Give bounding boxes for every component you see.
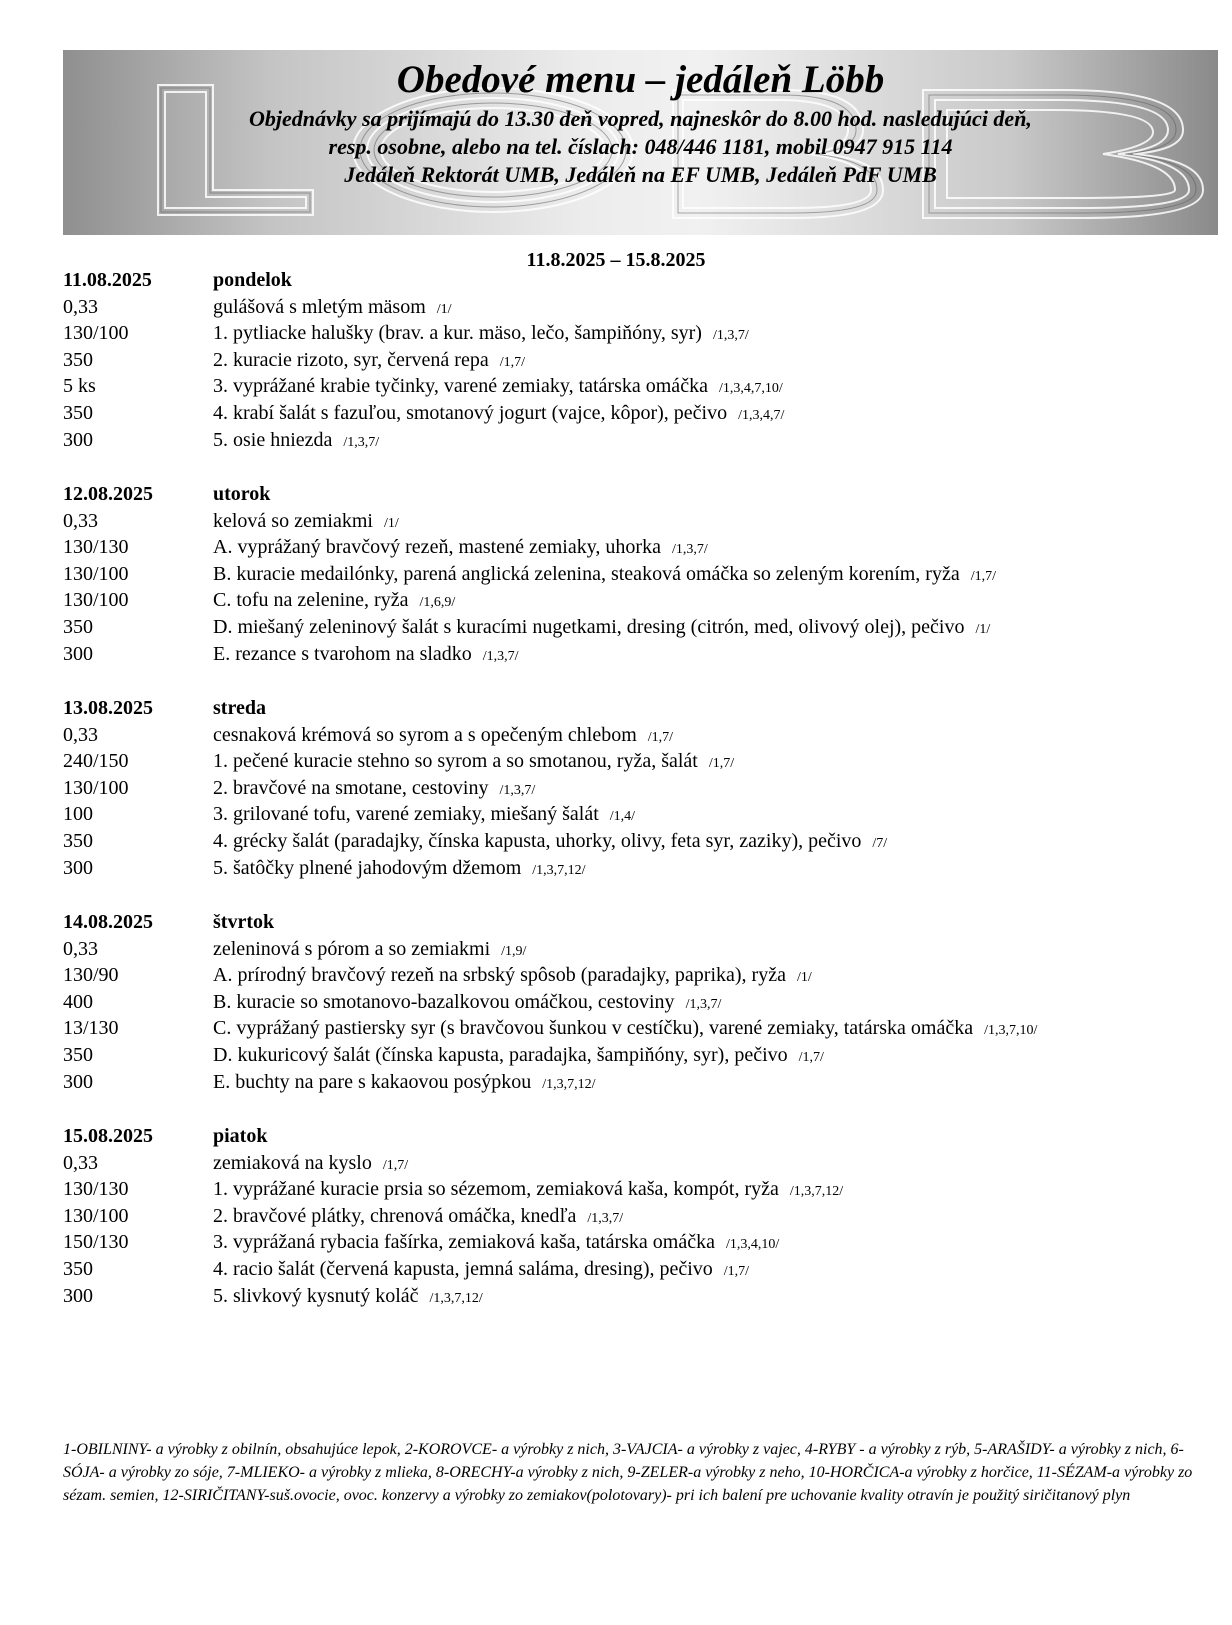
item-dish: zeleninová s pórom a so zemiakmi (213, 937, 496, 960)
day-date: 11.08.2025 (63, 269, 152, 291)
item-quantity: 300 (63, 1070, 93, 1093)
menu-item (63, 1069, 1213, 1096)
item-dish: 4. grécky šalát (paradajky, čínska kapusta, uhorky, olivy, feta syr, zaziky), pečivo (213, 829, 867, 852)
menu-item (63, 722, 1213, 749)
item-dish: kelová so zemiakmi (213, 509, 378, 532)
item-allergens: /1,3,7/ (712, 328, 749, 344)
day-block-wednesday (63, 695, 1213, 881)
item-dish: cesnaková krémová so syrom a s opečeným chlebom (213, 723, 642, 746)
item-allergens: /1,3,7/ (587, 1210, 624, 1226)
item-allergens: /1,3,7,12/ (789, 1184, 844, 1200)
item-allergens: /1,3,7,12/ (429, 1290, 483, 1306)
item-dish: A. vyprážaný bravčový rezeň, mastené zemiaky, uhorka (213, 536, 666, 559)
menu-item (63, 320, 1213, 347)
item-quantity: 400 (63, 990, 93, 1013)
item-dish: 5. šatôčky plnené jahodovým džemom (213, 856, 527, 879)
menu-item (63, 508, 1213, 535)
day-block-thursday (63, 909, 1213, 1095)
item-quantity: 350 (63, 829, 93, 852)
item-allergens: /1,6,9/ (419, 595, 456, 611)
item-allergens: /1,3,7/ (343, 434, 380, 450)
menu-item (63, 775, 1213, 802)
item-quantity: 130/130 (63, 1178, 129, 1201)
item-allergens: /1,3,7/ (685, 996, 722, 1012)
day-header (63, 481, 1213, 508)
menu-item (63, 347, 1213, 374)
menu-title: Obedové menu – jedáleň Löbb (396, 58, 885, 101)
item-dish: 2. bravčové plátky, chrenová omáčka, knedľa (213, 1204, 582, 1227)
header-banner (63, 50, 1218, 235)
item-dish: 3. vyprážaná rybacia fašírka, zemiaková kaša, tatárska omáčka (213, 1231, 720, 1254)
menu-item (63, 294, 1213, 321)
menu-item (63, 1042, 1213, 1069)
item-dish: zemiaková na kyslo (213, 1151, 377, 1174)
item-quantity: 130/100 (63, 589, 129, 612)
item-quantity: 350 (63, 1257, 93, 1280)
item-quantity: 0,33 (63, 937, 98, 960)
menu-item (63, 989, 1213, 1016)
item-allergens: /1,3,7,12/ (542, 1076, 596, 1092)
item-dish: 4. krabí šalát s fazuľou, smotanový jogurt (vajce, kôpor), pečivo (213, 401, 733, 424)
day-name: streda (213, 697, 266, 719)
menu-item (63, 1015, 1213, 1042)
item-dish: 1. pytliacke halušky (brav. a kur. mäso, lečo, šampiňóny, syr) (213, 322, 707, 345)
item-dish: B. kuracie medailónky, parená anglická zelenina, steaková omáčka so zeleným korením, ryža (213, 562, 965, 585)
item-allergens: /1,7/ (708, 756, 735, 772)
item-allergens: /1/ (383, 515, 399, 531)
menu-item (63, 962, 1213, 989)
item-allergens: /1,3,4,10/ (725, 1237, 780, 1253)
item-quantity: 0,33 (63, 509, 98, 532)
item-allergens: /1/ (975, 621, 991, 637)
menu-item (63, 373, 1213, 400)
item-quantity: 0,33 (63, 295, 98, 318)
item-allergens: /1,7/ (647, 729, 674, 745)
item-dish: E. buchty na pare s kakaovou posýpkou (213, 1070, 537, 1093)
item-quantity: 0,33 (63, 723, 98, 746)
day-name: utorok (213, 483, 271, 505)
item-quantity: 130/100 (63, 322, 129, 345)
allergen-legend: 1-OBILNINY- a výrobky z obilnín, obsahujúce lepok, 2-KOROVCE- a výrobky z nich, 3-VAJCIA- a výrobky z vajec, 4-RYBY - a výrobky z rýb, 5-ARAŠIDY- a výrobky z nich, 6-SÓJA- a výrobky zo sóje, 7-MLIEKO- a výrobky z mlieka, 8-ORECHY-a výrobky z nich, 9-ZELER-a výrobky z neho, 10-HORČICA-a výrobky z horčice, 11-SÉZAM-a výrobky zo sézam. semien, 12-SIRIČITANY-suš.ovocie, ovoc. konzervy a výrobky zo zemiakov(polotovary)- pri ich balení pre uchovanie kvality otravín je použitý siričitanový plyn (63, 1441, 1193, 1504)
item-quantity: 130/100 (63, 1204, 129, 1227)
item-allergens: /1,7/ (499, 354, 526, 370)
item-quantity: 5 ks (63, 375, 96, 398)
item-quantity: 350 (63, 1043, 93, 1066)
item-allergens: /1,7/ (970, 568, 996, 584)
item-dish: B. kuracie so smotanovo-bazalkovou omáčkou, cestoviny (213, 990, 680, 1013)
menu-item (63, 1203, 1213, 1230)
day-block-tuesday (63, 481, 1213, 667)
item-dish: 2. kuracie rizoto, syr, červená repa (213, 348, 494, 371)
item-dish: D. kukuricový šalát (čínska kapusta, paradajka, šampiňóny, syr), pečivo (213, 1043, 793, 1066)
menu-item (63, 936, 1213, 963)
day-block-friday (63, 1123, 1213, 1309)
menu-item (63, 828, 1213, 855)
item-quantity: 130/130 (63, 536, 129, 559)
day-name: štvrtok (213, 911, 275, 933)
item-allergens: /1,3,4,7,10/ (718, 381, 783, 397)
item-allergens: /1,7/ (382, 1157, 409, 1173)
day-header (63, 909, 1213, 936)
item-quantity: 300 (63, 856, 93, 879)
day-name: piatok (213, 1125, 268, 1147)
item-quantity: 350 (63, 348, 93, 371)
menu-item (63, 801, 1213, 828)
day-date: 15.08.2025 (63, 1125, 153, 1147)
menu-item (63, 614, 1213, 641)
menu-item (63, 1283, 1213, 1310)
menu-item (63, 1176, 1213, 1203)
item-quantity: 0,33 (63, 1151, 98, 1174)
item-dish: 3. grilované tofu, varené zemiaky, miešaný šalát (213, 803, 604, 826)
item-quantity: 350 (63, 401, 93, 424)
item-allergens: /1,4/ (609, 809, 636, 825)
item-dish: 5. osie hniezda (213, 428, 338, 451)
day-header (63, 695, 1213, 722)
item-allergens: /1,3,4,7/ (738, 407, 785, 423)
item-dish: A. prírodný bravčový rezeň na srbský spôsob (paradajky, paprika), ryža (213, 964, 791, 987)
menu-item (63, 1256, 1213, 1283)
contact-info-line: resp. osobne, alebo na tel. číslach: 048/446 1181, mobil 0947 915 114 (328, 134, 953, 159)
day-date: 14.08.2025 (63, 911, 153, 933)
item-quantity: 350 (63, 615, 93, 638)
item-dish: 5. slivkový kysnutý koláč (213, 1284, 424, 1307)
item-quantity: 130/100 (63, 776, 129, 799)
item-dish: 1. pečené kuracie stehno so syrom a so smotanou, ryža, šalát (213, 750, 703, 773)
item-quantity: 150/130 (63, 1231, 129, 1254)
item-allergens: /1,3,7/ (482, 648, 519, 664)
item-quantity: 240/150 (63, 750, 129, 773)
item-allergens: /1,9/ (501, 943, 527, 959)
item-quantity: 130/90 (63, 964, 119, 987)
menu-item (63, 748, 1213, 775)
item-dish: D. miešaný zeleninový šalát s kuracími nugetkami, dresing (citrón, med, olivový olej), pečivo (213, 615, 970, 638)
menu-item (63, 427, 1213, 454)
day-header (63, 1123, 1213, 1150)
item-quantity: 13/130 (63, 1017, 119, 1040)
item-dish: 4. racio šalát (červená kapusta, jemná saláma, dresing), pečivo (213, 1257, 718, 1280)
item-allergens: /1,7/ (798, 1049, 824, 1065)
item-quantity: 300 (63, 428, 93, 451)
menu-item (63, 400, 1213, 427)
menu-item (63, 855, 1213, 882)
menu-item (63, 641, 1213, 668)
menu-item (63, 1150, 1213, 1177)
item-dish: 2. bravčové na smotane, cestoviny (213, 776, 494, 799)
item-quantity: 100 (63, 803, 93, 826)
order-info-line: Objednávky sa prijímajú do 13.30 deň vopred, najneskôr do 8.00 hod. nasledujúci deň, (249, 106, 1032, 131)
item-allergens: /1/ (436, 301, 452, 317)
item-allergens: /7/ (872, 835, 888, 851)
day-date: 12.08.2025 (63, 483, 153, 505)
item-quantity: 300 (63, 642, 93, 665)
item-quantity: 130/100 (63, 562, 129, 585)
item-dish: gulášová s mletým mäsom (213, 295, 431, 318)
day-name: pondelok (213, 269, 292, 291)
day-block-monday (63, 267, 1213, 453)
item-allergens: /1,3,7,12/ (532, 862, 586, 878)
item-quantity: 300 (63, 1284, 93, 1307)
menu-item (63, 1229, 1213, 1256)
week-date-range: 11.8.2025 – 15.8.2025 (526, 249, 706, 271)
menu-item (63, 561, 1213, 588)
item-allergens: /1/ (796, 970, 812, 986)
item-allergens: /1,7/ (723, 1263, 750, 1279)
menu-item (63, 587, 1213, 614)
canteen-locations-line: Jedáleň Rektorát UMB, Jedáleň na EF UMB, Jedáleň PdF UMB (344, 162, 937, 187)
item-allergens: /1,3,7,10/ (984, 1023, 1038, 1039)
item-allergens: /1,3,7/ (671, 542, 708, 558)
item-dish: 3. vyprážané krabie tyčinky, varené zemiaky, tatárska omáčka (213, 375, 713, 398)
item-dish: E. rezance s tvarohom na sladko (213, 642, 477, 665)
item-dish: C. tofu na zelenine, ryža (213, 589, 414, 612)
item-dish: C. vyprážaný pastiersky syr (s bravčovou šunkou v cestíčku), varené zemiaky, tatárska omáčka (213, 1017, 979, 1040)
menu-item (63, 534, 1213, 561)
item-dish: 1. vyprážané kuracie prsia so sézemom, zemiaková kaša, kompót, ryža (213, 1178, 784, 1201)
item-allergens: /1,3,7/ (499, 782, 536, 798)
day-date: 13.08.2025 (63, 697, 153, 719)
day-header (63, 267, 1213, 294)
